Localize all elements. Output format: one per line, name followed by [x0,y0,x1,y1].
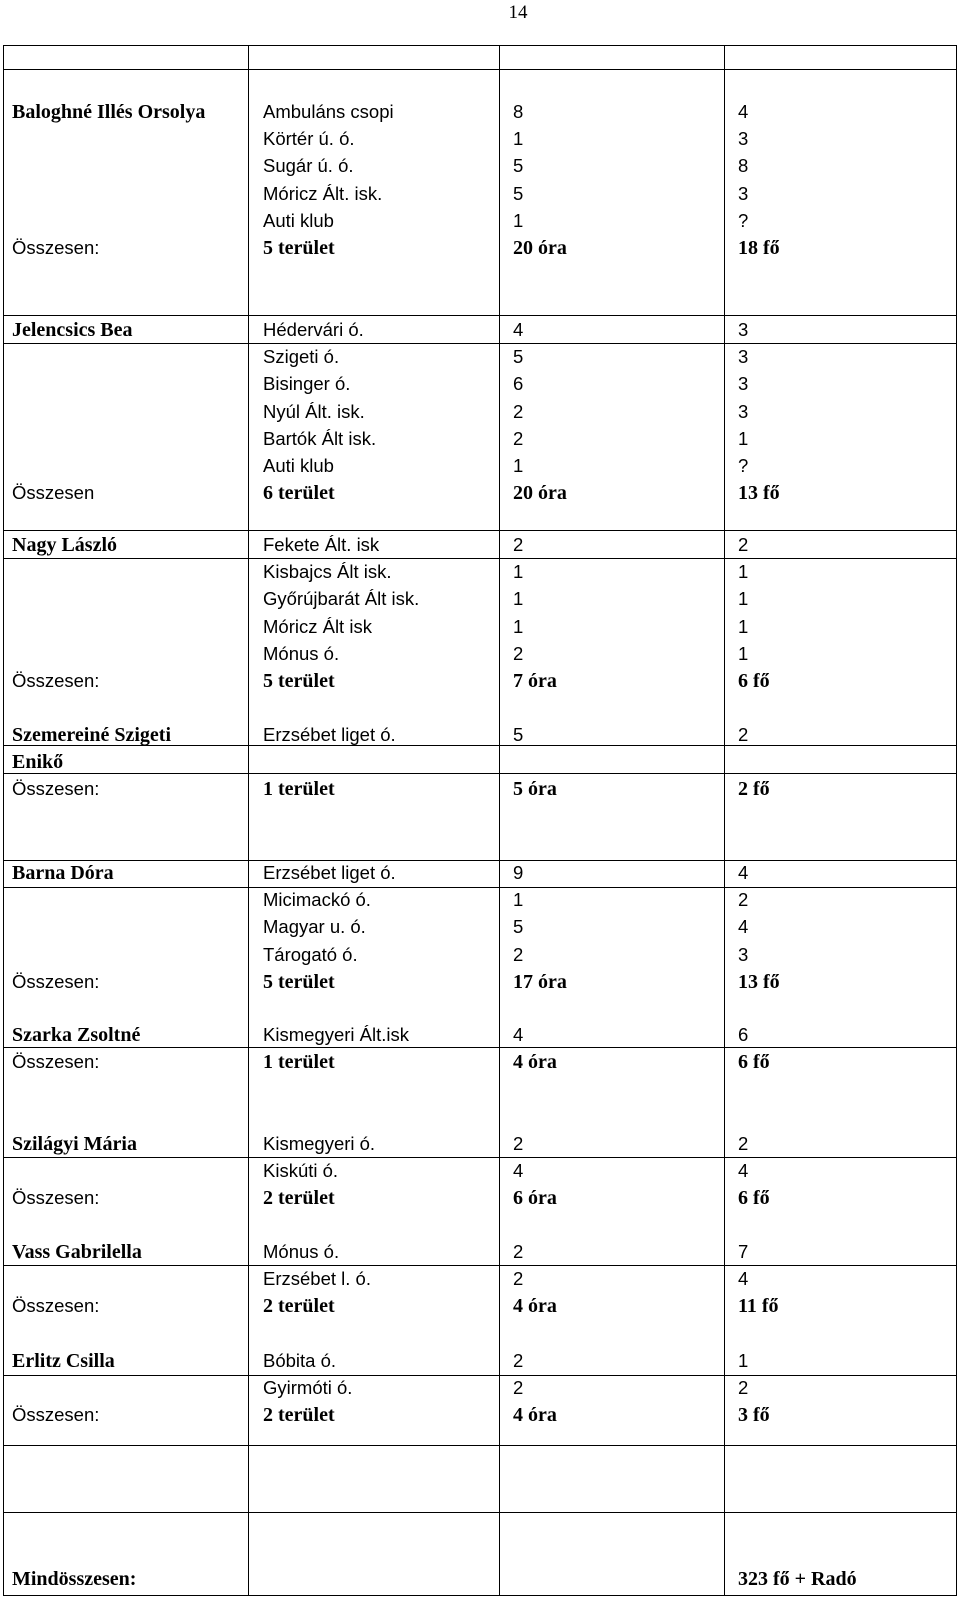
place-name: Hédervári ó. [263,319,364,340]
total-areas: 1 terület [263,1051,335,1074]
people-value: 4 [738,862,749,883]
table-row [3,180,957,208]
table-row [3,207,957,235]
hours-value: 1 [513,889,524,911]
place-name: Móricz Ált. isk. [263,182,383,204]
hours-value: 5 [513,182,524,204]
total-hours: 4 óra [513,1404,557,1427]
hours-value: 1 [513,128,524,150]
total-hours: 5 óra [513,778,557,801]
hours-value: 2 [513,1268,524,1290]
people-value: 7 [738,1241,749,1262]
person-name: Erlitz Csilla [12,1350,115,1372]
table-row [3,370,957,398]
place-name: Kiskúti ó. [263,1160,339,1182]
person-name: Nagy László [12,534,117,556]
hours-value: 5 [513,346,524,368]
total-areas: 2 terület [263,1295,335,1318]
table-row [3,125,957,153]
table-row [3,152,957,180]
total-label: Összesen: [12,778,100,800]
place-name: Kismegyeri ó. [263,1133,376,1154]
place-name: Gyirmóti ó. [263,1377,353,1399]
hours-value: 1 [513,615,524,637]
hours-value: 1 [513,588,524,610]
place-name: Auti klub [263,455,334,476]
total-areas: 5 terület [263,670,335,692]
total-hours: 7 óra [513,670,557,692]
hours-value: 1 [513,561,524,583]
hours-value: 2 [513,1377,524,1399]
table-row-line [3,1595,957,1596]
place-name: Micimackó ó. [263,889,371,911]
people-value: 3 [738,346,749,368]
people-value: 2 [738,889,749,911]
table-row [3,1130,957,1158]
people-value: 4 [738,916,749,938]
table-row [3,531,957,559]
person-name: Jelencsics Bea [12,319,133,341]
table-row [3,1238,957,1266]
hours-value: 2 [513,400,524,422]
hours-value: 4 [513,1160,524,1182]
place-name: Erzsébet l. ó. [263,1268,371,1290]
table-row [3,1157,957,1185]
place-name: Bartók Ált isk. [263,427,377,449]
table-row [3,748,957,776]
hours-value: 8 [513,101,524,122]
people-value: 3 [738,182,749,204]
table-row [3,398,957,426]
people-value: 1 [738,615,749,637]
table-row [3,613,957,641]
total-people: 6 fő [738,1051,770,1074]
place-name: Szigeti ó. [263,346,340,368]
place-name: Ambuláns csopi [263,101,394,122]
hours-value: 2 [513,1241,524,1262]
table-row [3,859,957,887]
total-row [3,667,957,695]
table-row [3,941,957,969]
hours-value: 5 [513,724,524,745]
place-name: Magyar u. ó. [263,916,366,938]
total-label: Összesen [12,482,95,504]
people-value: 2 [738,724,749,745]
table-row [3,316,957,344]
table-row [3,1265,957,1293]
total-areas: 5 terület [263,237,335,259]
total-label: Összesen: [12,970,100,992]
person-name: Baloghné Illés Orsolya [12,101,206,123]
table-row [3,913,957,941]
table-row-line [3,1512,957,1513]
grand-total-label: Mindösszesen: [12,1568,137,1590]
place-name: Kisbajcs Ált isk. [263,561,392,583]
person-name: Enikő [12,751,64,774]
total-row [3,1184,957,1212]
total-row [3,1048,957,1076]
table-row [3,558,957,586]
place-name: Sugár ú. ó. [263,155,354,177]
place-name: Tárogató ó. [263,943,358,965]
place-name: Körtér ú. ó. [263,128,355,150]
table-row [3,343,957,371]
hours-value: 2 [513,534,524,555]
place-name: Győrújbarát Ált isk. [263,588,420,610]
total-label: Összesen: [12,1051,100,1073]
total-row [3,968,957,996]
total-hours: 6 óra [513,1187,557,1210]
total-people: 2 fő [738,778,770,801]
place-name: Kismegyeri Ált.isk [263,1024,409,1045]
total-areas: 2 terület [263,1404,335,1427]
place-name: Auti klub [263,209,334,231]
place-name: Erzsébet liget ó. [263,724,396,745]
people-value: 3 [738,400,749,422]
table-row [3,1021,957,1049]
people-value: 2 [738,534,749,555]
total-people: 13 fő [738,482,780,505]
hours-value: 2 [513,1133,524,1154]
hours-value: 2 [513,1350,524,1371]
total-row [3,1292,957,1320]
hours-value: 5 [513,155,524,177]
hours-value: 1 [513,455,524,476]
people-value: 1 [738,561,749,583]
hours-value: 2 [513,943,524,965]
total-people: 6 fő [738,1187,770,1210]
total-people: 3 fő [738,1404,770,1427]
total-row [3,479,957,507]
people-value: 1 [738,1350,749,1371]
hours-value: 4 [513,319,524,340]
people-value: ? [738,455,749,476]
hours-value: 9 [513,862,524,883]
total-areas: 2 terület [263,1187,335,1210]
table-row [3,585,957,613]
grand-total-value: 323 fő + Radó [738,1568,857,1590]
table-row [3,1347,957,1375]
people-value: ? [738,209,749,231]
people-value: 2 [738,1377,749,1399]
person-name: Szemereiné Szigeti [12,724,172,746]
total-hours: 4 óra [513,1051,557,1074]
hours-value: 5 [513,916,524,938]
total-people: 18 fő [738,237,780,259]
hours-value: 1 [513,209,524,231]
table-row [3,452,957,480]
grand-total-row [3,1565,957,1593]
person-name: Barna Dóra [12,862,114,884]
table-row-line [3,45,957,46]
page-number: 14 [508,2,528,23]
people-value: 8 [738,155,749,177]
table-row [3,98,957,126]
people-value: 4 [738,101,749,122]
people-value: 6 [738,1024,749,1045]
total-hours: 4 óra [513,1295,557,1318]
table-row-line [3,69,957,70]
table-row [3,640,957,668]
person-name: Szilágyi Mária [12,1133,137,1155]
people-value: 3 [738,373,749,395]
table-row [3,721,957,749]
people-value: 1 [738,427,749,449]
total-label: Összesen: [12,670,100,691]
person-name: Szarka Zsoltné [12,1024,141,1046]
people-value: 1 [738,642,749,664]
total-hours: 17 óra [513,970,567,993]
total-label: Összesen: [12,237,100,258]
total-people: 13 fő [738,970,780,993]
total-areas: 5 terület [263,970,335,993]
place-name: Nyúl Ált. isk. [263,400,365,422]
people-value: 4 [738,1160,749,1182]
place-name: Mónus ó. [263,642,340,664]
total-label: Összesen: [12,1404,100,1426]
table-row-line [3,1445,957,1446]
total-row [3,775,957,803]
table-row [3,886,957,914]
people-value: 2 [738,1133,749,1154]
place-name: Erzsébet liget ó. [263,862,396,883]
total-areas: 6 terület [263,482,335,505]
place-name: Bisinger ó. [263,373,351,395]
place-name: Fekete Ált. isk [263,534,380,555]
total-hours: 20 óra [513,482,567,505]
hours-value: 2 [513,642,524,664]
table-row [3,425,957,453]
place-name: Móricz Ált isk [263,615,372,637]
total-label: Összesen: [12,1187,100,1209]
hours-value: 4 [513,1024,524,1045]
people-value: 3 [738,319,749,340]
hours-value: 6 [513,373,524,395]
person-name: Vass Gabrilella [12,1241,142,1263]
total-people: 6 fő [738,670,770,692]
total-areas: 1 terület [263,778,335,801]
schedule-table [3,45,957,1596]
hours-value: 2 [513,427,524,449]
table-row [3,1374,957,1402]
total-row [3,234,957,262]
people-value: 3 [738,128,749,150]
total-hours: 20 óra [513,237,567,259]
people-value: 3 [738,943,749,965]
total-row [3,1401,957,1429]
total-people: 11 fő [738,1295,779,1318]
people-value: 1 [738,588,749,610]
place-name: Mónus ó. [263,1241,340,1262]
total-label: Összesen: [12,1295,100,1317]
people-value: 4 [738,1268,749,1290]
place-name: Bóbita ó. [263,1350,337,1371]
